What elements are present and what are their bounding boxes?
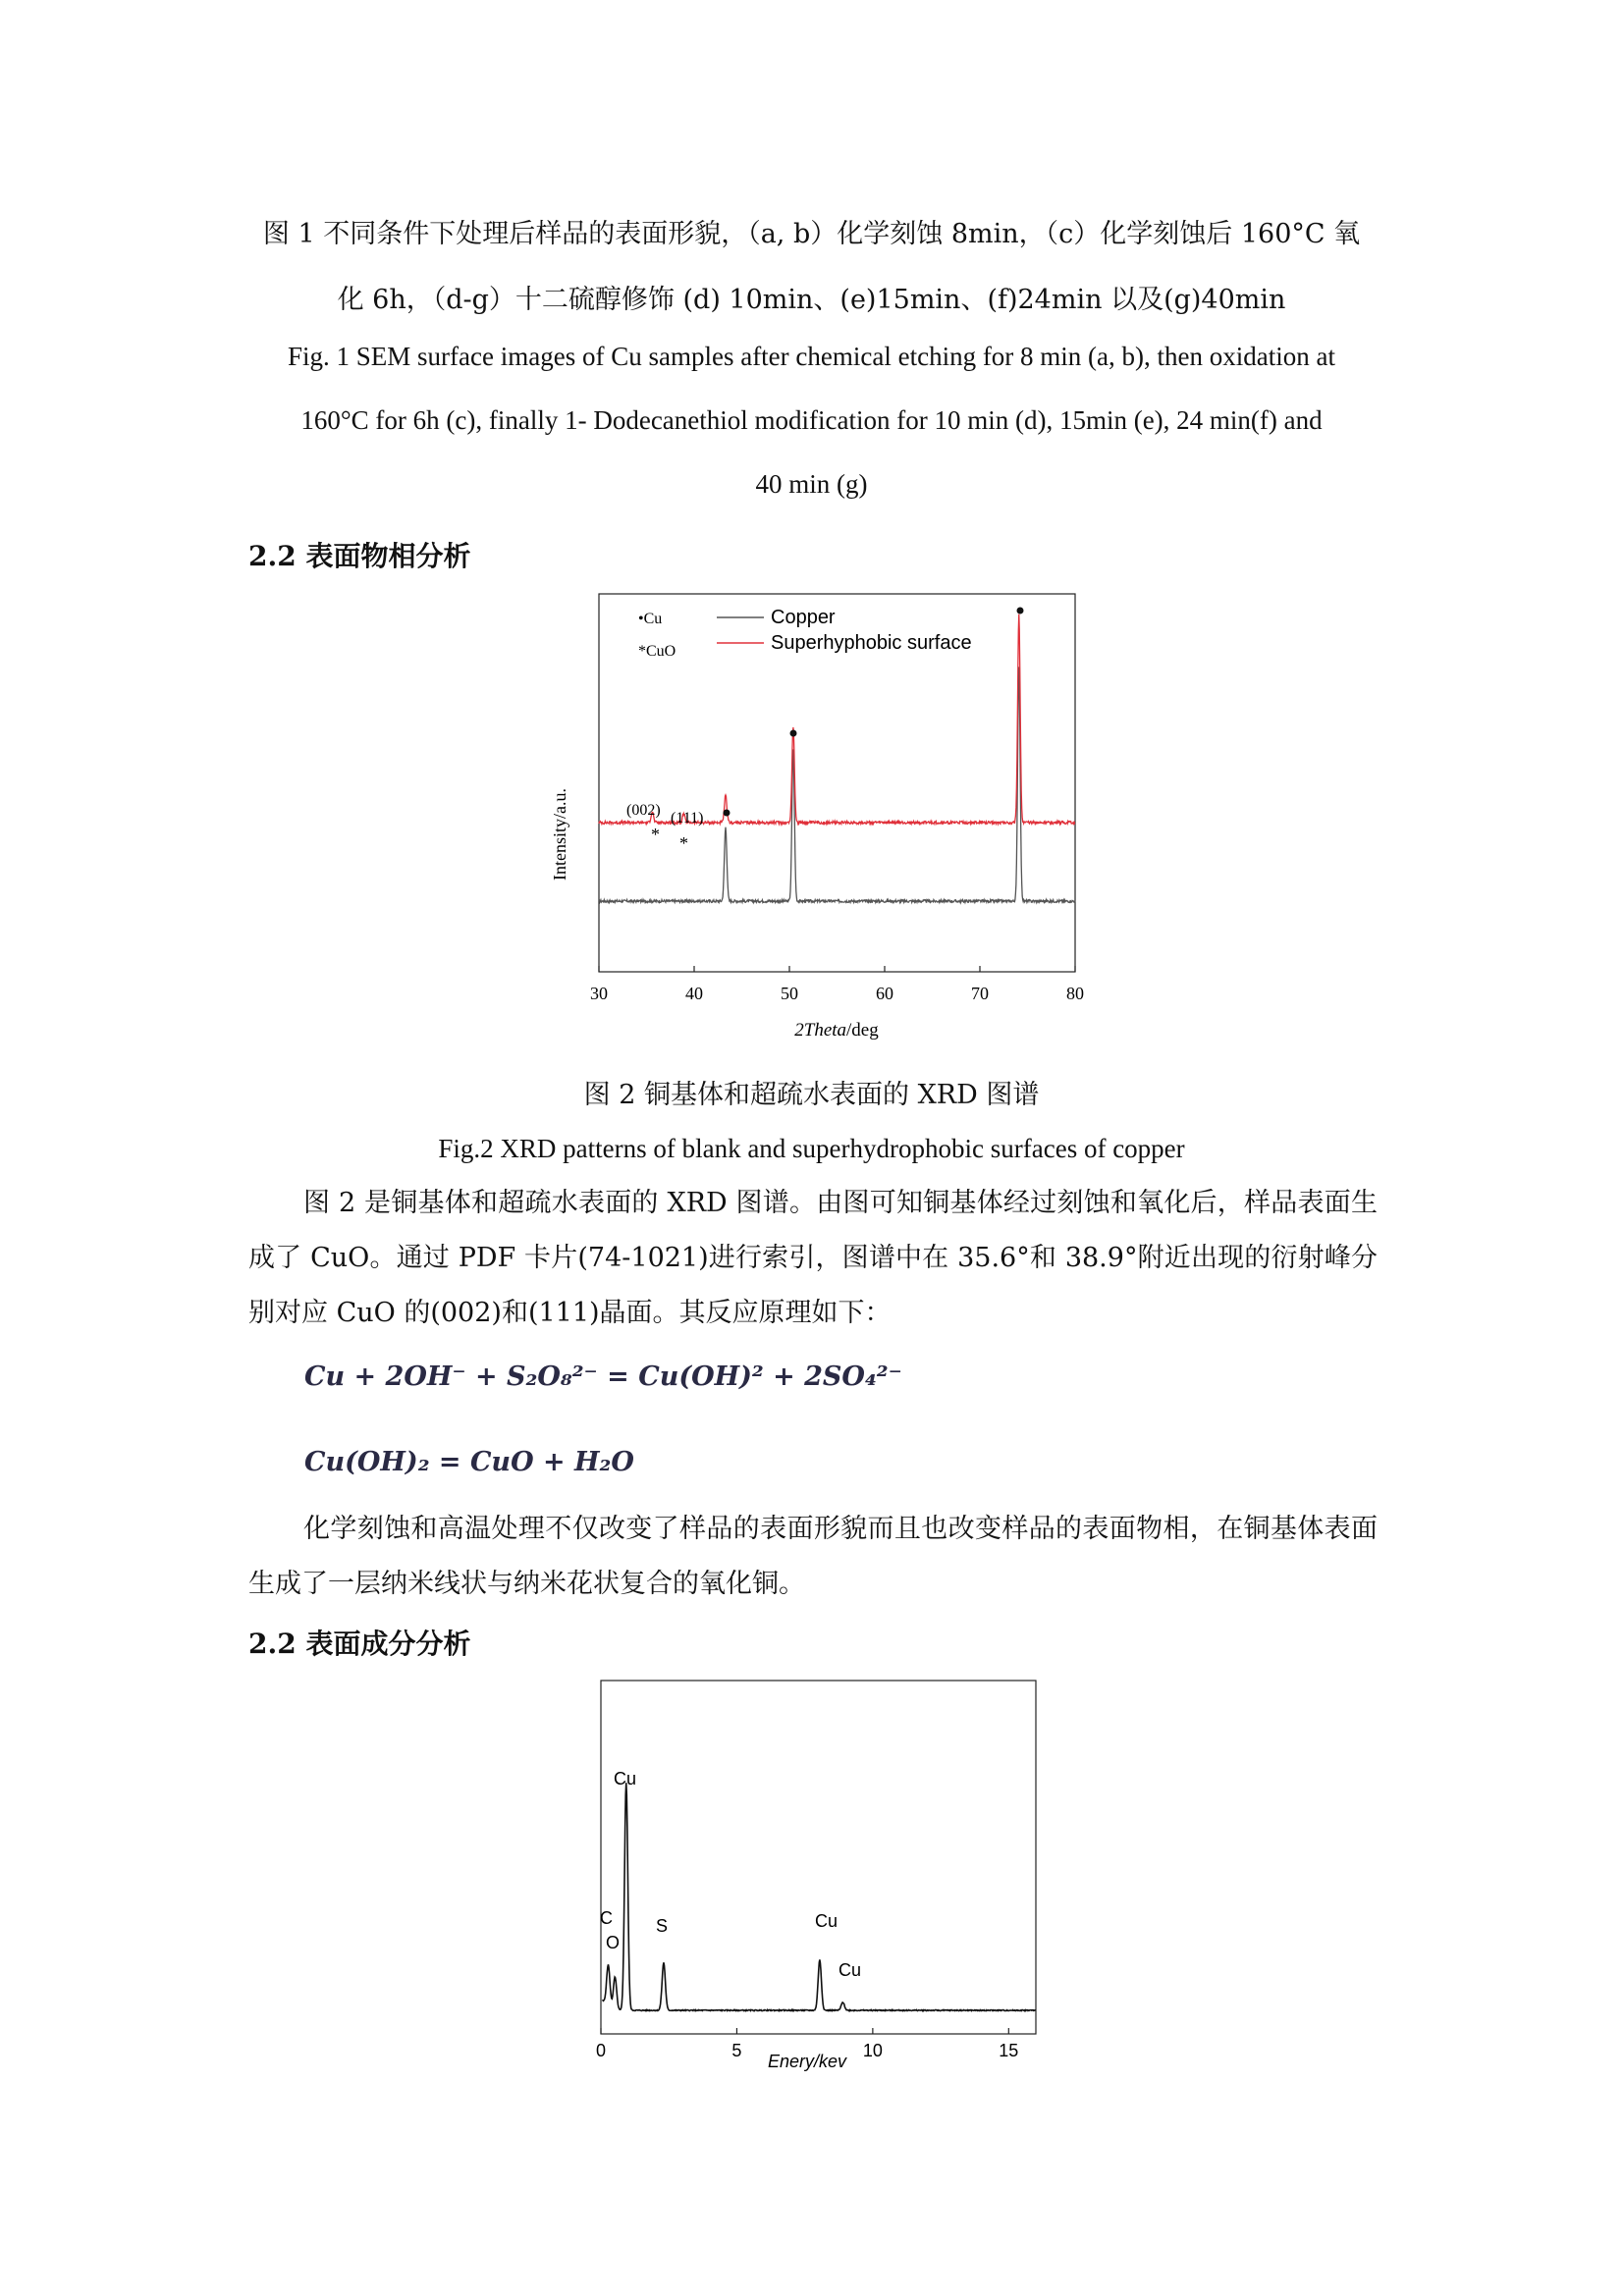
eds-x-tick-label: 10 (862, 2041, 883, 2060)
eds-x-tick-label: 5 (731, 2041, 742, 2060)
peak-marker-cuo-002: * (651, 825, 660, 844)
eds-x-axis-label: Enery/kev (767, 2052, 847, 2071)
eds-x-tick-label: 0 (595, 2041, 607, 2060)
xrd-x-tick-label: 70 (971, 984, 989, 1003)
fig1-caption-cn-line1: 图 1 不同条件下处理后样品的表面形貌，（a, b）化学刻蚀 8min，（c）化学刻蚀后 160°C 氧 (262, 219, 1361, 249)
peak-marker-cu-43 (724, 810, 730, 817)
formula-reaction-1: Cu + 2OH⁻ + S₂O₈²⁻ = Cu(OH)² + 2SO₄²⁻ (304, 1362, 902, 1392)
xrd-chart (530, 579, 1109, 1060)
eds-peak-label-o: O (606, 1933, 621, 1952)
paragraph-xrd-analysis: 图 2 是铜基体和超疏水表面的 XRD 图谱。由图可知铜基体经过刻蚀和氧化后，样品表面生成了 CuO。通过 PDF 卡片(74-1021)进行索引，图谱中在 35.6°和 38.9°附近出现的衍射峰分别对应 CuO 的(002)和(111)晶面。其反应原理如下： (248, 1188, 1378, 1328)
xrd-x-axis-label-italic: 2Theta (794, 1020, 847, 1041)
eds-peak-label-cu-l: Cu (614, 1769, 637, 1789)
xrd-x-axis-label-unit: /deg (846, 1020, 879, 1041)
xrd-x-tick-label: 50 (781, 984, 798, 1003)
peak-label-002: (002) (626, 802, 661, 819)
section-heading-phase: 2.2 表面物相分析 (248, 540, 471, 572)
peak-marker-cu-50 (790, 730, 797, 737)
eds-peak-label-cu-kb: Cu (839, 1960, 862, 1980)
eds-chart (579, 1669, 1051, 2091)
xrd-x-tick-label: 30 (590, 984, 608, 1003)
fig1-caption-cn-line2: 化 6h，（d-g）十二硫醇修饰 (d) 10min、(e)15min、(f)24min 以及(g)40min (337, 285, 1286, 315)
peak-label-111: (111) (671, 810, 704, 827)
paragraph-phase-change: 化学刻蚀和高温处理不仅改变了样品的表面形貌而且也改变样品的表面物相，在铜基体表面生成了一层纳米线状与纳米花状复合的氧化铜。 (248, 1514, 1378, 1599)
fig1-caption-en-line3: 40 min (g) (755, 469, 868, 499)
section-heading-composition: 2.2 表面成分分析 (248, 1628, 471, 1660)
xrd-y-axis-label: Intensity/a.u. (550, 788, 569, 881)
fig1-caption-en-line1: Fig. 1 SEM surface images of Cu samples after chemical etching for 8 min (a, b), then oxidation at (288, 342, 1335, 371)
xrd-x-tick-label: 80 (1066, 984, 1084, 1003)
xrd-series-copper (599, 667, 1075, 902)
xrd-x-tick-label: 60 (876, 984, 893, 1003)
eds-peak-label-cu-ka: Cu (815, 1911, 839, 1931)
xrd-x-tick-label: 40 (685, 984, 703, 1003)
formula-reaction-2: Cu(OH)₂ = CuO + H₂O (304, 1447, 634, 1477)
legend-cuo-marker: *CuO (638, 643, 676, 660)
legend-label-copper: Copper (771, 607, 836, 628)
eds-x-tick-label: 15 (999, 2041, 1019, 2060)
peak-marker-cu-74 (1017, 608, 1024, 614)
xrd-x-axis-label (794, 1020, 879, 1041)
eds-peak-label-c: C (600, 1908, 613, 1928)
fig2-caption-en: Fig.2 XRD patterns of blank and superhydrophobic surfaces of copper (438, 1134, 1185, 1163)
legend-cu-marker: •Cu (638, 611, 663, 627)
fig1-caption-en-line2: 160°C for 6h (c), finally 1- Dodecanethiol modification for 10 min (d), 15min (e), 24 min(f) and (300, 405, 1323, 435)
fig2-caption-cn: 图 2 铜基体和超疏水表面的 XRD 图谱 (583, 1080, 1040, 1110)
legend-label-superhydrophobic: Superhyphobic surface (771, 632, 972, 654)
peak-marker-cuo-111: * (679, 833, 688, 853)
eds-peak-label-s: S (656, 1916, 669, 1936)
eds-spectrum-line (602, 1783, 1035, 2010)
